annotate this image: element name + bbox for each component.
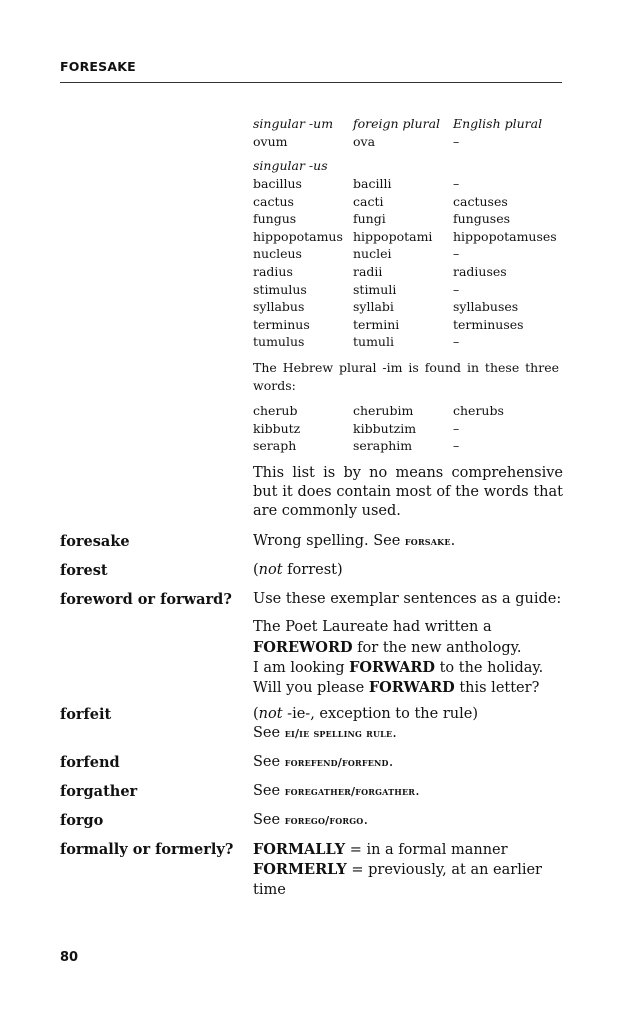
foreign-plural-cell: cacti <box>353 193 384 209</box>
not-word: not <box>258 706 283 722</box>
def-text: Wrong spelling. See <box>253 533 405 549</box>
header-singular: singular -um <box>253 116 334 131</box>
headword-foresake: foresake <box>60 533 130 550</box>
headword-forgather: forgather <box>60 783 138 800</box>
formally-keyword: FORMALLY <box>253 841 346 858</box>
definition-forfeit <box>253 705 565 744</box>
def-end: . <box>388 754 394 770</box>
forfeit-line-2 <box>253 724 565 743</box>
foreword-intro: Use these exemplar sentences as a guide: <box>253 591 562 607</box>
see-text: See <box>253 812 285 828</box>
xref-ei-ie-rule[interactable]: ei/ie spelling rule <box>284 727 393 741</box>
example-sentence-2 <box>253 658 565 678</box>
english-plural-cell: terminuses <box>453 316 524 332</box>
table-row <box>253 281 460 299</box>
s3-text: Will you please <box>253 680 369 697</box>
table-row <box>253 210 511 228</box>
headword-forfend: forfend <box>60 754 120 771</box>
headword-forgo: forgo <box>60 812 104 829</box>
english-plural-cell: – <box>453 133 460 149</box>
closing-note <box>253 464 563 521</box>
foreign-plural-cell: radii <box>353 263 383 279</box>
closing-note-text: This list is by no means comprehensive but it does contain most of the words that are commonly used. <box>253 465 563 519</box>
table-row <box>253 333 460 351</box>
table-row <box>253 228 557 246</box>
xref-forsake[interactable]: forsake <box>404 535 451 548</box>
example-sentence-3 <box>253 678 565 698</box>
formally-meaning: = in a formal manner <box>345 842 508 858</box>
s1-end: for the new anthology. <box>352 639 522 656</box>
xref-foregather-forgather[interactable]: foregather/forgather <box>284 785 416 798</box>
table-row <box>253 193 508 211</box>
def-end: . <box>415 783 420 799</box>
foreign-plural-cell: cherubim <box>353 403 414 418</box>
definition-forest <box>253 561 565 580</box>
def-end: . <box>392 725 397 742</box>
foreign-plural-cell: nuclei <box>353 246 392 262</box>
english-plural-cell: cactuses <box>453 193 508 209</box>
s2-keyword: FORWARD <box>349 658 435 676</box>
headword-forfeit: forfeit <box>60 706 112 723</box>
us-table <box>253 157 557 351</box>
definition-forgo <box>253 811 565 830</box>
def-open: ( <box>253 562 259 578</box>
definition-forfend <box>253 753 565 772</box>
singular-cell: bacillus <box>253 176 302 191</box>
english-plural-cell: – <box>453 438 460 454</box>
table-row <box>253 298 519 316</box>
singular-cell: syllabus <box>253 299 305 315</box>
s2-text: I am looking <box>253 659 350 676</box>
singular-cell: cherub <box>253 403 298 418</box>
singular-cell: terminus <box>253 316 310 332</box>
foreign-plural-cell: bacilli <box>353 176 392 191</box>
singular-cell: cactus <box>253 193 294 209</box>
formerly-meaning: = previously, at an earlier time <box>253 862 542 898</box>
us-subheading: singular -us <box>253 158 328 173</box>
english-plural-cell: radiuses <box>453 263 507 279</box>
def-open: ( <box>253 706 259 722</box>
def-text: -ie-, exception to the rule) <box>282 706 478 722</box>
singular-cell: radius <box>253 263 293 279</box>
definition-forgather <box>253 782 565 801</box>
foreign-plural-cell: hippopotami <box>353 228 433 244</box>
def-end: . <box>363 812 369 828</box>
definition-foreword <box>253 590 565 698</box>
singular-cell: ovum <box>253 133 288 149</box>
xref-forefend-forfend[interactable]: forefend/forfend <box>284 756 389 769</box>
table-row <box>253 175 460 193</box>
english-plural-cell: – <box>453 334 460 350</box>
english-plural-cell: funguses <box>453 211 511 227</box>
s2-end: to the holiday. <box>434 659 544 676</box>
headword-formally: formally or formerly? <box>60 841 234 858</box>
header-rule <box>60 82 562 83</box>
header-english-plural: English plural <box>453 116 543 131</box>
foreign-plural-cell: tumuli <box>353 334 394 350</box>
s1-keyword: FOREWORD <box>253 638 353 656</box>
foreign-plural-cell: fungi <box>353 211 386 227</box>
english-plural-cell: hippopotamuses <box>453 228 557 244</box>
formerly-line <box>253 860 565 900</box>
see-text: See <box>253 783 285 799</box>
singular-cell: tumulus <box>253 334 305 350</box>
english-plural-cell: – <box>453 281 460 297</box>
definition-formally <box>253 840 565 900</box>
english-plural-cell: – <box>453 176 460 191</box>
foreign-plural-cell: kibbutzim <box>353 420 417 436</box>
english-plural-cell: syllabuses <box>453 299 519 315</box>
singular-cell: kibbutz <box>253 420 301 436</box>
s3-end: this letter? <box>454 680 540 697</box>
singular-cell: stimulus <box>253 281 307 297</box>
foreign-plural-cell: termini <box>353 316 400 332</box>
page-number: 80 <box>60 950 79 965</box>
s3-keyword: FORWARD <box>368 679 455 697</box>
xref-forego-forgo[interactable]: forego/forgo <box>284 814 364 827</box>
table-row <box>253 316 524 334</box>
formerly-keyword: FORMERLY <box>253 861 347 879</box>
see-text: See <box>253 725 285 742</box>
us-rows <box>253 175 557 351</box>
def-text: forrest) <box>282 562 343 578</box>
table-row <box>253 263 507 281</box>
running-head: FORESAKE <box>60 59 136 74</box>
definition-foresake <box>253 532 565 551</box>
foreign-plural-cell: ova <box>353 133 376 149</box>
hebrew-note: The Hebrew plural -im is found in these three words: <box>253 360 559 393</box>
example-sentence-1 <box>253 618 565 658</box>
english-plural-cell: – <box>453 420 460 436</box>
foreign-plural-cell: syllabi <box>353 299 394 315</box>
foreign-plural-cell: stimuli <box>353 281 397 297</box>
see-text: See <box>253 754 285 770</box>
formally-line <box>253 840 565 860</box>
forfeit-line-1 <box>253 705 565 724</box>
singular-cell: fungus <box>253 211 297 227</box>
table-row <box>253 245 460 263</box>
headword-forest: forest <box>60 562 108 579</box>
singular-cell: seraph <box>253 438 297 454</box>
header-foreign-plural: foreign plural <box>353 116 441 131</box>
foreign-plural-cell: seraphim <box>353 438 413 454</box>
not-word: not <box>258 562 283 578</box>
s1-text: The Poet Laureate had written a <box>253 619 492 636</box>
english-plural-cell: – <box>453 246 460 262</box>
headword-foreword: foreword or forward? <box>60 591 232 608</box>
singular-cell: hippopotamus <box>253 228 343 244</box>
english-plural-cell: cherubs <box>453 403 504 418</box>
def-end: . <box>450 533 456 549</box>
singular-cell: nucleus <box>253 246 302 262</box>
